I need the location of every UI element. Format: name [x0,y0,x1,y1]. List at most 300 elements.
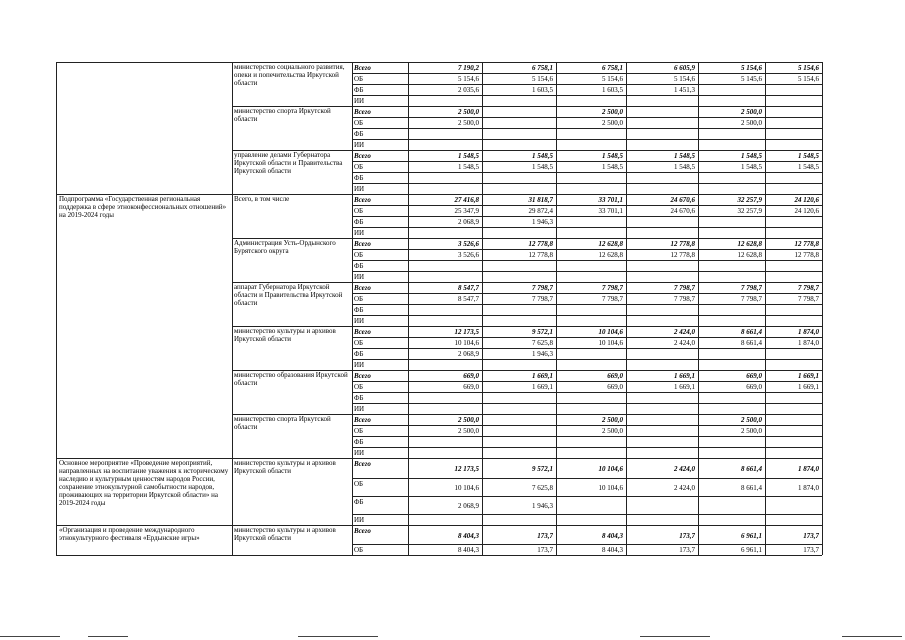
year-value: 1 874,0 [798,484,819,492]
year-value: 1 548,5 [798,162,819,171]
year-value: 24 120,6 [794,206,819,215]
year-value: 12 173,5 [454,465,479,473]
year-value: 1 548,5 [458,162,479,171]
year-value: 8 404,3 [458,545,479,554]
year-value [767,317,819,326]
funding-source: Всего [354,460,371,468]
year-value: 1 548,5 [741,151,762,160]
year-value: 669,0 [463,382,479,391]
year-value [410,361,479,370]
year-value: 1 548,5 [674,151,695,160]
year-value: 7 798,7 [674,294,695,303]
year-value [410,130,479,139]
year-value: 2 424,0 [674,484,695,492]
year-value: 2 500,0 [458,118,479,127]
year-value: 2 424,0 [674,327,695,336]
funding-source: ИИ [354,184,365,193]
year-value: 2 500,0 [602,107,623,116]
scan-edge-mark [640,636,710,637]
year-value [700,262,762,271]
funding-source: ОБ [354,206,364,215]
year-value [700,449,762,458]
funding-source: ИИ [354,360,365,369]
year-value [558,185,623,194]
year-value [558,394,623,403]
year-value [484,262,553,271]
year-value [558,317,623,326]
year-value: 10 104,6 [598,338,623,347]
year-value [700,130,762,139]
year-value [628,361,695,370]
year-value [767,449,819,458]
year-value [484,130,553,139]
scan-edge-mark [88,636,128,637]
year-value: 7 798,7 [741,294,762,303]
year-value: 2 500,0 [602,118,623,127]
funding-source: ФБ [354,393,364,402]
funding-source: ФБ [354,261,364,270]
table-column-rule [556,62,557,555]
year-value: 1 603,5 [602,85,623,94]
year-value: 6 758,1 [602,63,623,72]
year-value: 8 661,4 [741,465,762,473]
year-value [558,141,623,150]
year-value [410,141,479,150]
year-value [767,262,819,271]
funding-source: ФБ [354,498,364,506]
year-value [628,516,695,525]
year-value: 2 500,0 [741,415,762,424]
year-value [700,86,762,95]
year-value: 2 500,0 [458,426,479,435]
table-rule [56,555,822,556]
year-value [700,141,762,150]
year-value: 5 145,6 [741,74,762,83]
year-value [628,502,695,511]
year-value [484,449,553,458]
year-value: 32 257,9 [737,206,762,215]
funding-source: ФБ [354,129,364,138]
year-value [628,416,695,425]
year-value [700,394,762,403]
year-value [484,97,553,106]
table-column-rule [352,62,353,555]
funding-source: ИИ [354,404,365,413]
year-value: 1 669,1 [674,382,695,391]
year-value [700,306,762,315]
funding-source: Всего [354,239,371,248]
year-value [558,449,623,458]
funding-source: ФБ [354,85,364,94]
year-value [628,394,695,403]
year-value: 12 778,8 [794,239,819,248]
year-value [484,306,553,315]
year-value [484,516,553,525]
year-value: 12 628,8 [598,250,623,259]
year-value [628,174,695,183]
year-value [628,427,695,436]
year-value: 1 669,1 [532,371,553,380]
year-value [767,516,819,525]
year-value [410,174,479,183]
agency-name: министерство культуры и архивов Иркутской области [234,327,336,343]
year-value [410,185,479,194]
year-value [410,229,479,238]
funding-source: Всего [354,195,371,204]
year-value: 2 035,6 [458,85,479,94]
year-value: 2 500,0 [602,415,623,424]
year-value: 1 669,1 [674,371,695,380]
program-name: Основное мероприятие «Проведение мероприятий, направленных на воспитание уважения к историческому наследию и культурным ценностям народов России, сохранение этнокультурной самобытности народов, проживающих на территории Иркутской области» на 2019-2024 годы [59,459,229,507]
year-value [700,405,762,414]
year-value: 1 548,5 [532,151,553,160]
year-value [484,405,553,414]
year-value: 1 669,1 [798,371,819,380]
year-value [700,516,762,525]
table-left-border [56,62,57,555]
year-value: 10 104,6 [598,484,623,492]
program-name: «Организация и проведение международного этнокультурного фестиваля «Ердынские игры» [59,526,200,542]
funding-source: ОБ [354,162,364,171]
year-value [767,361,819,370]
scan-edge-mark [0,636,60,637]
funding-source: Всего [354,151,371,160]
year-value: 7 798,7 [602,294,623,303]
year-value [628,306,695,315]
table-column-rule [408,62,409,555]
year-value [767,350,819,359]
scan-edge-mark [298,636,378,637]
table-column-rule [822,62,823,555]
year-value: 7 798,7 [798,294,819,303]
year-value: 1 548,5 [602,162,623,171]
year-value [767,97,819,106]
year-value: 1 874,0 [798,327,819,336]
agency-name: министерство культуры и архивов Иркутской области [234,459,336,475]
year-value: 2 500,0 [741,118,762,127]
year-value: 10 104,6 [454,338,479,347]
table-column-rule [765,62,766,555]
agency-name: министерство социального развития, опеки и попечительства Иркутской области [234,63,345,87]
year-value [484,185,553,194]
year-value [484,416,553,425]
year-value [558,229,623,238]
year-value: 7 190,2 [458,63,479,72]
year-value: 8 661,4 [741,484,762,492]
year-value: 7 798,7 [532,283,553,292]
year-value: 27 416,8 [454,195,479,204]
year-value [558,405,623,414]
funding-source: Всего [354,527,371,535]
year-value [767,405,819,414]
year-value [628,185,695,194]
table-column-rule [482,62,483,555]
year-value: 173,7 [679,545,695,554]
year-value: 10 104,6 [598,327,623,336]
year-value: 6 961,1 [741,532,762,540]
year-value: 173,7 [679,532,695,540]
year-value: 24 670,6 [670,195,695,204]
year-value: 2 500,0 [602,426,623,435]
year-value [410,262,479,271]
year-value [410,97,479,106]
year-value: 9 572,1 [532,465,553,473]
year-value: 1 548,5 [532,162,553,171]
funding-source: Всего [354,283,371,292]
year-value: 12 628,8 [737,250,762,259]
table-column-rule [232,62,233,555]
year-value: 12 628,8 [737,239,762,248]
program-name: Подпрограмма «Государственная региональная поддержка в сфере этноконфессиональных отношений» на 2019-2024 годы [59,195,227,219]
year-value: 7 798,7 [532,294,553,303]
year-value [628,405,695,414]
funding-source: ИИ [354,316,365,325]
year-value [410,394,479,403]
year-value: 669,0 [746,371,762,380]
year-value: 33 701,1 [598,195,623,204]
funding-source: ОБ [354,118,364,127]
year-value: 669,0 [746,382,762,391]
year-value: 10 104,6 [598,465,623,473]
year-value [767,306,819,315]
year-value [767,438,819,447]
year-value: 2 500,0 [741,426,762,435]
funding-source: ФБ [354,349,364,358]
year-value [700,273,762,282]
year-value [484,229,553,238]
year-value: 2 424,0 [674,338,695,347]
year-value [558,516,623,525]
year-value [558,502,623,511]
year-value [628,97,695,106]
year-value [628,119,695,128]
funding-source: Всего [354,415,371,424]
year-value [767,141,819,150]
year-value [628,108,695,117]
year-value [700,218,762,227]
agency-name: министерство спорта Иркутской области [234,415,331,431]
year-value: 10 104,6 [454,484,479,492]
year-value: 5 154,6 [798,74,819,83]
year-value: 9 572,1 [532,327,553,336]
year-value: 8 661,4 [741,327,762,336]
year-value [558,438,623,447]
year-value [628,317,695,326]
year-value: 3 526,6 [458,250,479,259]
year-value: 1 946,3 [532,502,553,510]
year-value: 1 548,5 [741,162,762,171]
year-value [767,174,819,183]
year-value [767,86,819,95]
year-value [700,361,762,370]
year-value: 1 548,5 [602,151,623,160]
year-value [484,141,553,150]
year-value: 1 548,5 [458,151,479,160]
year-value: 5 154,6 [458,74,479,83]
year-value: 1 874,0 [798,338,819,347]
year-value: 2 500,0 [741,107,762,116]
year-value [484,394,553,403]
year-value: 12 778,8 [670,250,695,259]
year-value: 669,0 [463,371,479,380]
year-value: 7 798,7 [674,283,695,292]
year-value [558,174,623,183]
year-value: 7 625,8 [532,338,553,347]
year-value [767,273,819,282]
year-value [700,229,762,238]
funding-source: ОБ [354,74,364,83]
year-value [700,185,762,194]
funding-source: ФБ [354,173,364,182]
year-value: 1 946,3 [532,217,553,226]
year-value [484,427,553,436]
year-value: 7 798,7 [798,283,819,292]
year-value: 12 778,8 [670,239,695,248]
year-value [767,502,819,511]
funding-source: ОБ [354,480,364,488]
funding-source: ФБ [354,217,364,226]
year-value [767,185,819,194]
year-value: 25 347,9 [454,206,479,215]
year-value: 29 872,4 [528,206,553,215]
funding-source: ОБ [354,382,364,391]
agency-name: аппарат Губернатора Иркутской области и Правительства Иркутской области [234,283,343,307]
year-value [628,229,695,238]
year-value [628,449,695,458]
year-value: 5 154,6 [741,63,762,72]
year-value [410,306,479,315]
year-value [410,438,479,447]
year-value [484,361,553,370]
year-value [767,108,819,117]
year-value: 1 946,3 [532,349,553,358]
year-value [484,119,553,128]
funding-source: ОБ [354,250,364,259]
year-value [628,273,695,282]
funding-source: Всего [354,107,371,116]
scan-edge-mark [842,636,902,637]
funding-source: ОБ [354,545,364,554]
funding-source: ИИ [354,272,365,281]
year-value [558,361,623,370]
funding-source: ИИ [354,96,365,105]
year-value [628,350,695,359]
year-value: 3 526,6 [458,239,479,248]
year-value [484,174,553,183]
year-value: 669,0 [607,382,623,391]
year-value [410,317,479,326]
year-value [767,218,819,227]
year-value [767,119,819,128]
year-value: 2 068,9 [458,217,479,226]
year-value: 1 548,5 [674,162,695,171]
year-value [558,97,623,106]
year-value [700,97,762,106]
year-value: 173,7 [803,545,819,554]
year-value: 5 154,6 [532,74,553,83]
year-value: 8 661,4 [741,338,762,347]
year-value: 6 758,1 [532,63,553,72]
table-column-rule [626,62,627,555]
year-value [700,438,762,447]
year-value: 6 605,9 [674,63,695,72]
year-value: 12 778,8 [528,239,553,248]
agency-name: министерство спорта Иркутской области [234,107,331,123]
year-value: 8 404,3 [458,532,479,540]
year-value: 12 628,8 [598,239,623,248]
year-value [410,405,479,414]
year-value [767,394,819,403]
funding-source: ИИ [354,515,365,524]
year-value: 7 798,7 [741,283,762,292]
agency-name: министерство образования Иркутской области [234,371,348,387]
year-value: 32 257,9 [737,195,762,204]
year-value: 6 961,1 [741,545,762,554]
year-value: 8 404,3 [602,545,623,554]
year-value [700,317,762,326]
year-value: 5 154,6 [602,74,623,83]
year-value [767,416,819,425]
year-value [628,141,695,150]
year-value: 12 778,8 [528,250,553,259]
agency-name: министерство культуры и архивов Иркутской области [234,526,336,542]
funding-source: ИИ [354,228,365,237]
funding-source: Всего [354,63,371,72]
year-value [700,174,762,183]
year-value [628,218,695,227]
year-value [700,350,762,359]
year-value: 669,0 [607,371,623,380]
year-value [628,262,695,271]
year-value [484,317,553,326]
table-column-rule [698,62,699,555]
year-value: 2 500,0 [458,107,479,116]
funding-source: ОБ [354,294,364,303]
year-value: 1 874,0 [798,465,819,473]
funding-source: ОБ [354,426,364,435]
year-value: 173,7 [537,532,553,540]
year-value: 2 068,9 [458,349,479,358]
year-value [410,273,479,282]
year-value [558,306,623,315]
year-value [410,516,479,525]
year-value: 1 669,1 [798,382,819,391]
funding-source: ИИ [354,140,365,149]
year-value: 2 424,0 [674,465,695,473]
year-value [558,262,623,271]
year-value [628,130,695,139]
funding-source: ФБ [354,437,364,446]
year-value: 1 548,5 [798,151,819,160]
year-value [484,273,553,282]
year-value: 7 625,8 [532,484,553,492]
year-value: 5 154,6 [798,63,819,72]
year-value: 12 173,5 [454,327,479,336]
year-value [558,273,623,282]
year-value: 2 068,9 [458,502,479,510]
year-value: 7 798,7 [602,283,623,292]
year-value: 1 669,1 [532,382,553,391]
year-value [700,502,762,511]
year-value: 2 500,0 [458,415,479,424]
year-value [767,229,819,238]
agency-name: управление делами Губернатора Иркутской области и Правительства Иркутской области [234,151,343,175]
year-value: 24 120,6 [794,195,819,204]
year-value [484,108,553,117]
year-value: 33 701,1 [598,206,623,215]
table-rule [352,496,822,497]
year-value [767,130,819,139]
